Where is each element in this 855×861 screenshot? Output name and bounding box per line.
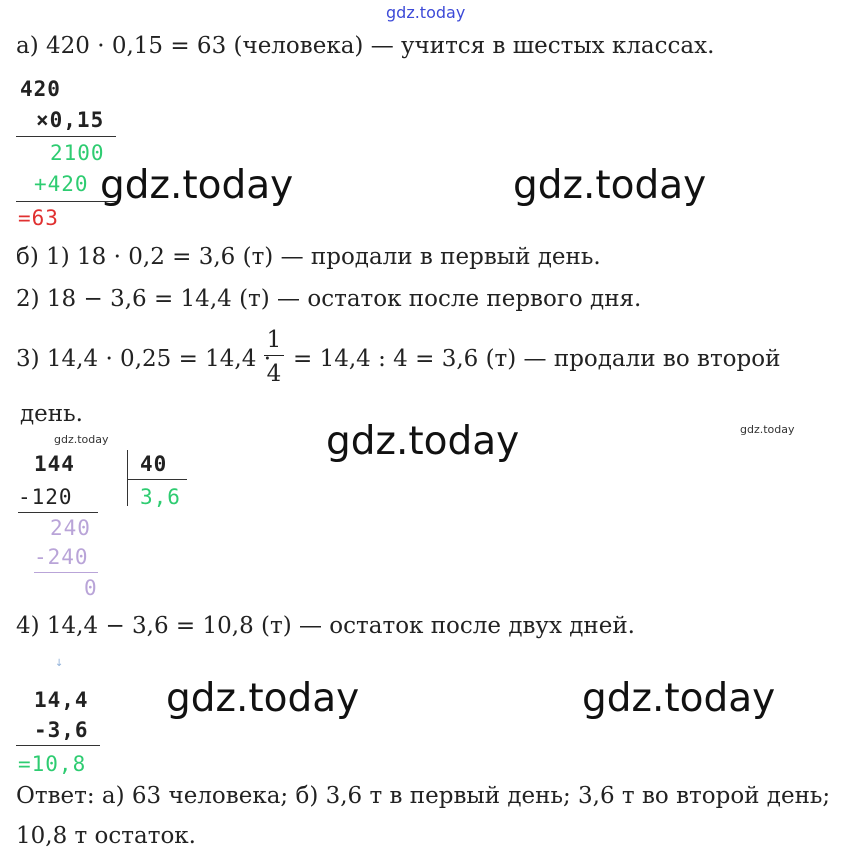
division-remainder-1: 240 <box>50 516 91 540</box>
mult-partial-1: 2100 <box>50 141 105 165</box>
mult-rule-1 <box>16 136 116 137</box>
small-watermark: gdz.today <box>54 433 109 446</box>
step-3-right: = 14,4 : 4 = 3,6 (т) — продали во второй <box>293 346 781 372</box>
division-rule-1 <box>18 512 98 513</box>
mult-partial-2: +420 <box>34 172 89 196</box>
part-b-step-4: 4) 14,4 − 3,6 = 10,8 (т) — остаток после двух дней. <box>16 613 635 639</box>
division-remainder-2: 0 <box>84 576 98 600</box>
watermark: gdz.today <box>326 419 520 464</box>
watermark: gdz.today <box>100 163 294 208</box>
watermark: gdz.today <box>513 163 707 208</box>
top-watermark: gdz.today <box>386 3 466 22</box>
mult-result: =63 <box>18 206 59 230</box>
part-b-step-1: б) 1) 18 · 0,2 = 3,6 (т) — продали в первый день. <box>16 244 601 270</box>
part-a-line: а) 420 · 0,15 = 63 (человека) — учится в шестых классах. <box>16 33 715 59</box>
division-rule-2 <box>34 572 98 573</box>
watermark: gdz.today <box>166 676 360 721</box>
division-quotient: 3,6 <box>140 485 181 509</box>
division-divisor-rule <box>127 479 187 480</box>
arrow-down-icon: ↓ <box>55 658 64 669</box>
fraction-denominator: 4 <box>266 361 282 387</box>
division-vertical-rule <box>127 450 128 506</box>
answer-line-1: Ответ: а) 63 человека; б) 3,6 т в первый день; 3,6 т во второй день; <box>16 783 831 809</box>
sub-result: =10,8 <box>18 752 87 776</box>
sub-operand-2: -3,6 <box>34 718 89 742</box>
step-3-continuation: день. <box>20 401 83 427</box>
answer-line-2: 10,8 т остаток. <box>16 823 196 849</box>
division-dividend: 144 <box>34 452 75 476</box>
fraction-numerator: 1 <box>266 327 282 353</box>
watermark: gdz.today <box>582 676 776 721</box>
sub-operand-1: 14,4 <box>34 688 89 712</box>
mult-operand-2: ×0,15 <box>36 108 105 132</box>
part-b-step-2: 2) 18 − 3,6 = 14,4 (т) — остаток после первого дня. <box>16 286 642 312</box>
fraction-bar <box>264 355 284 356</box>
division-subtrahend-1: -120 <box>18 485 73 509</box>
small-watermark: gdz.today <box>740 423 795 436</box>
step-3-left: 3) 14,4 · 0,25 = 14,4 · <box>16 346 271 372</box>
division-subtrahend-2: -240 <box>34 545 89 569</box>
mult-operand-1: 420 <box>20 77 61 101</box>
division-divisor: 40 <box>140 452 168 476</box>
sub-rule <box>16 745 100 746</box>
